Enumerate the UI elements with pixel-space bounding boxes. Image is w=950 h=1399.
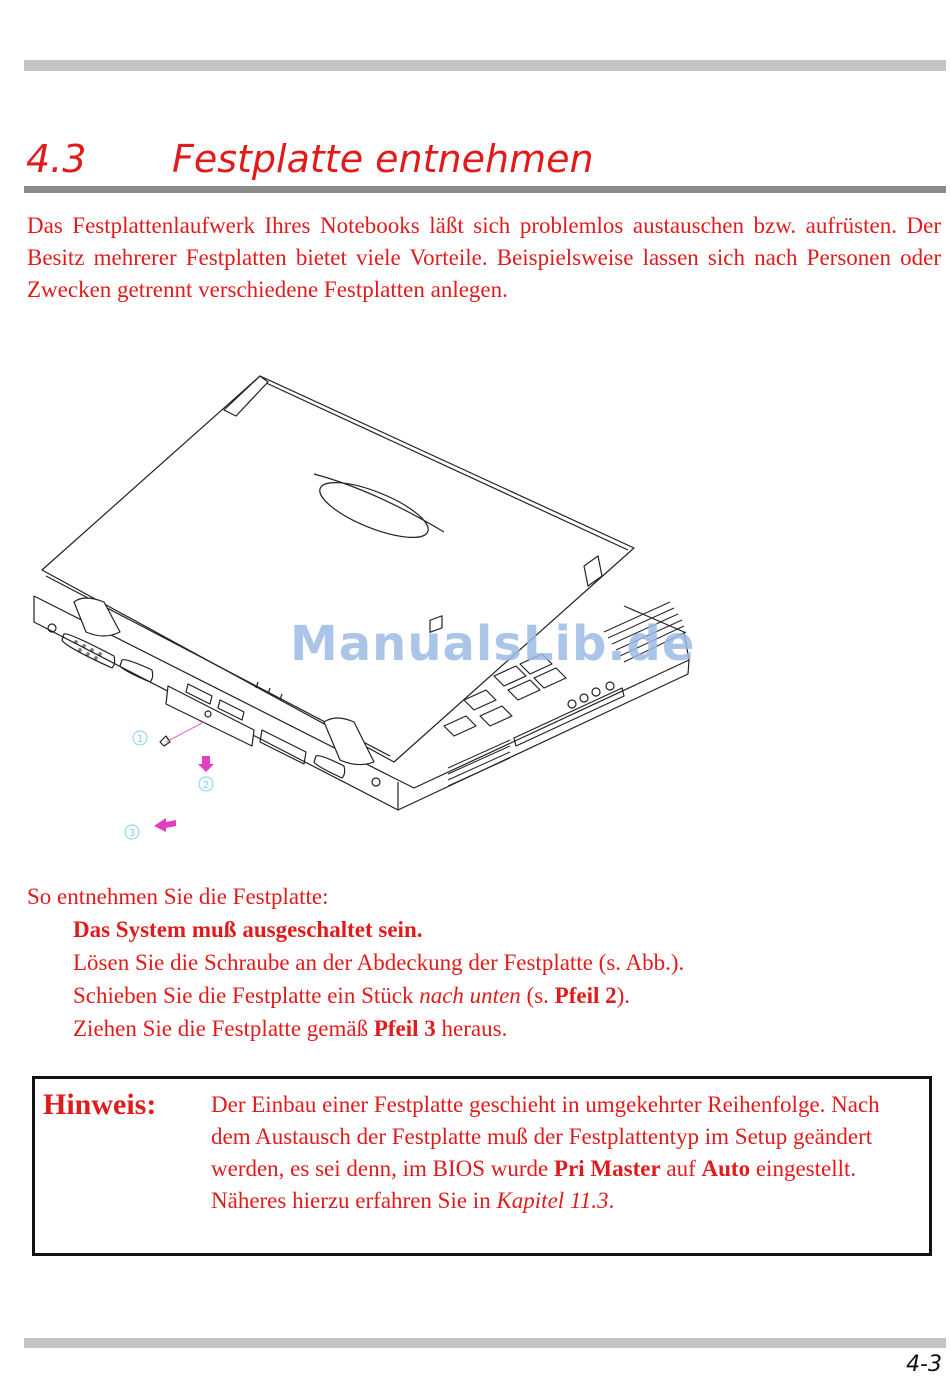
note-label: Hinweis:	[43, 1088, 157, 1121]
note-text-4: .	[608, 1188, 615, 1213]
instructions-lead: So entnehmen Sie die Festplatte:	[27, 884, 329, 909]
arrow-down-icon	[198, 756, 214, 772]
step-1-text: Das System muß ausgeschaltet sein.	[73, 917, 423, 942]
section-number: 4.3	[26, 137, 87, 181]
top-rule	[24, 60, 946, 71]
instructions	[27, 880, 927, 1045]
heading-rule	[24, 186, 946, 193]
notebook-diagram	[24, 370, 704, 850]
callout-1-label: 1	[136, 734, 144, 745]
callout-2-label: 2	[202, 780, 210, 791]
bottom-rule	[24, 1338, 946, 1348]
section-heading	[26, 132, 946, 186]
step-2: Lösen Sie die Schraube an der Abdeckung der Festplatte (s. Abb.).	[73, 950, 685, 975]
step-3-pre: Schieben Sie die Festplatte ein Stück	[73, 983, 420, 1008]
note-text-1: Der Einbau einer Festplatte geschieht in umgekehrter Reihenfolge. Nach dem Austausch der Festplatte muß der Festplattentyp im Setup geändert werden, es sei denn, im BIOS wurde	[211, 1092, 880, 1181]
step-4-post: heraus.	[435, 1016, 508, 1041]
note-text-3: eingestellt. Näheres hierzu erfahren Sie in	[211, 1156, 857, 1213]
step-4-arrow-ref: Pfeil 3	[373, 1016, 436, 1041]
note-box	[32, 1076, 932, 1256]
step-4	[73, 1012, 927, 1045]
note-text-2: auf	[660, 1156, 702, 1181]
step-3-arrow-ref: Pfeil 2	[554, 983, 617, 1008]
note-text	[211, 1089, 921, 1217]
intro-paragraph: Das Festplattenlaufwerk Ihres Notebooks läßt sich problemlos austauschen bzw. aufrüsten. Der Besitz mehrerer Festplatten bietet viele Vorteile. Beispielsweise lassen sich nach Personen oder Zwecken getrennt verschiedene Festplatten anlegen.	[27, 213, 941, 302]
callout-3-label: 3	[128, 828, 136, 839]
page-number: 4-3	[906, 1352, 942, 1377]
notebook-lid	[42, 376, 634, 762]
step-1	[73, 913, 927, 946]
step-3-mid: (s.	[520, 983, 555, 1008]
step-3-post: ).	[616, 983, 631, 1008]
step-3-emphasis: nach unten	[419, 983, 521, 1008]
watermark: ManualsLib.de	[290, 616, 696, 672]
step-4-pre: Ziehen Sie die Festplatte gemäß	[73, 1016, 374, 1041]
section-title: Festplatte entnehmen	[172, 137, 594, 181]
note-auto: Auto	[701, 1156, 751, 1181]
note-chapter-ref: Kapitel 11.3	[496, 1188, 609, 1213]
note-pri-master: Pri Master	[554, 1156, 661, 1181]
step-3	[73, 979, 927, 1012]
arrow-left-icon	[154, 818, 176, 832]
